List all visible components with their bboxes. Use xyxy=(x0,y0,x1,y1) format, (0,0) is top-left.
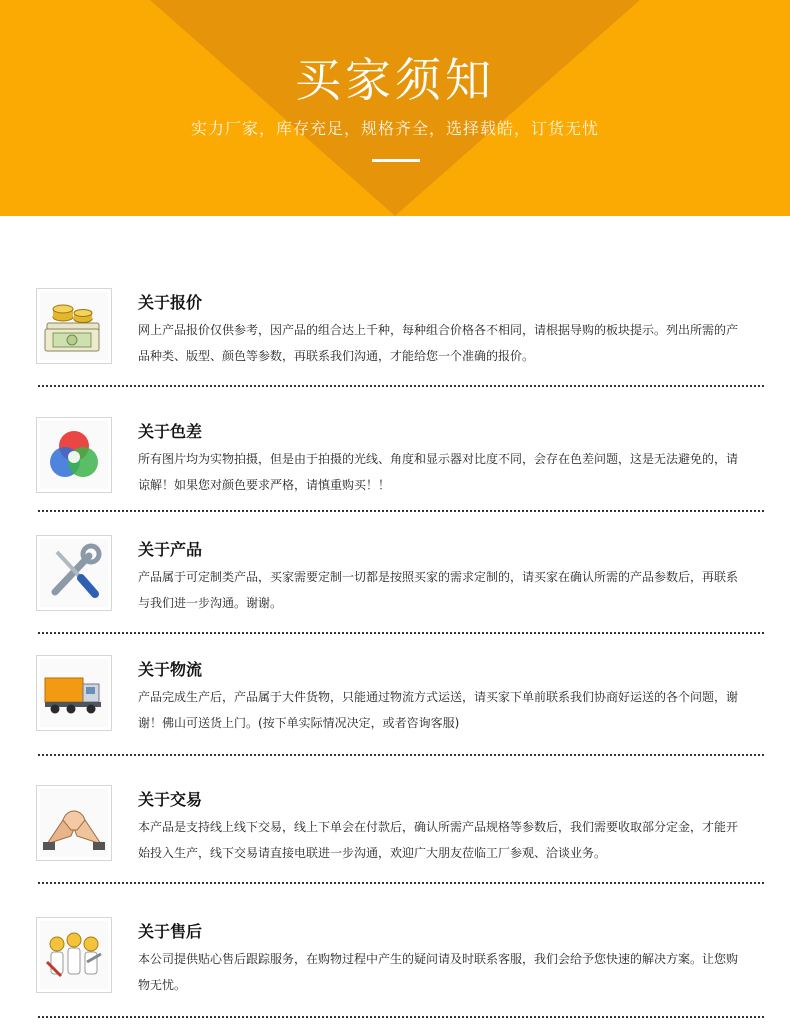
section-text: 所有图片均为实物拍摄，但是由于拍摄的光线、角度和显示器对比度不同，会存在色差问题，这是无法避免的，请谅解！如果您对颜色要求严格，请慎重购买！！ xyxy=(138,452,739,492)
workers-icon xyxy=(36,917,112,993)
section-text: 本产品是支持线上线下交易，线上下单会在付款后，确认所需产品规格等参数后，我们需要收取部分定金，才能开始投入生产，线下交易请直接电联进一步沟通，欢迎广大朋友莅临工厂参观、洽谈业务。 xyxy=(138,820,739,860)
dotted-divider xyxy=(38,385,764,387)
dotted-divider xyxy=(38,882,764,884)
section-text: 本公司提供贴心售后跟踪服务，在购物过程中产生的疑问请及时联系客服，我们会给予您快速的解决方案。让您购物无忧。 xyxy=(138,952,739,992)
money-icon xyxy=(36,288,112,364)
dotted-divider xyxy=(38,632,764,634)
section-title: 关于物流 xyxy=(138,660,203,679)
section-title: 关于色差 xyxy=(138,422,203,441)
dotted-divider xyxy=(38,1016,764,1018)
tools-icon xyxy=(36,535,112,611)
section-text: 产品属于可定制类产品，买家需要定制一切都是按照买家的需求定制的，请买家在确认所需的产品参数后，再联系与我们进一步沟通。谢谢。 xyxy=(138,570,739,610)
color-wheel-icon xyxy=(36,417,112,493)
dotted-divider xyxy=(38,754,764,756)
handshake-icon xyxy=(36,785,112,861)
section-title: 关于售后 xyxy=(138,922,203,941)
banner-triangle xyxy=(0,0,790,216)
header-banner xyxy=(0,0,790,216)
page-title: 买家须知 xyxy=(295,53,495,107)
dotted-divider xyxy=(38,510,764,512)
section-title: 关于交易 xyxy=(138,790,203,809)
section-text: 网上产品报价仅供参考，因产品的组合达上千种，每种组合价格各不相同，请根据导购的板块提示。列出所需的产品种类、版型、颜色等参数，再联系我们沟通，才能给您一个准确的报价。 xyxy=(138,323,739,363)
section-title: 关于产品 xyxy=(138,540,203,559)
section-title: 关于报价 xyxy=(138,293,203,312)
page-subtitle: 实力厂家，库存充足，规格齐全，选择载皓，订货无忧 xyxy=(190,119,599,138)
truck-icon xyxy=(36,655,112,731)
section-text: 产品完成生产后，产品属于大件货物，只能通过物流方式运送，请买家下单前联系我们协商好运送的各个问题，谢谢！佛山可送货上门。(按下单实际情况决定，或者咨询客服) xyxy=(138,690,739,730)
title-underline xyxy=(372,159,420,162)
